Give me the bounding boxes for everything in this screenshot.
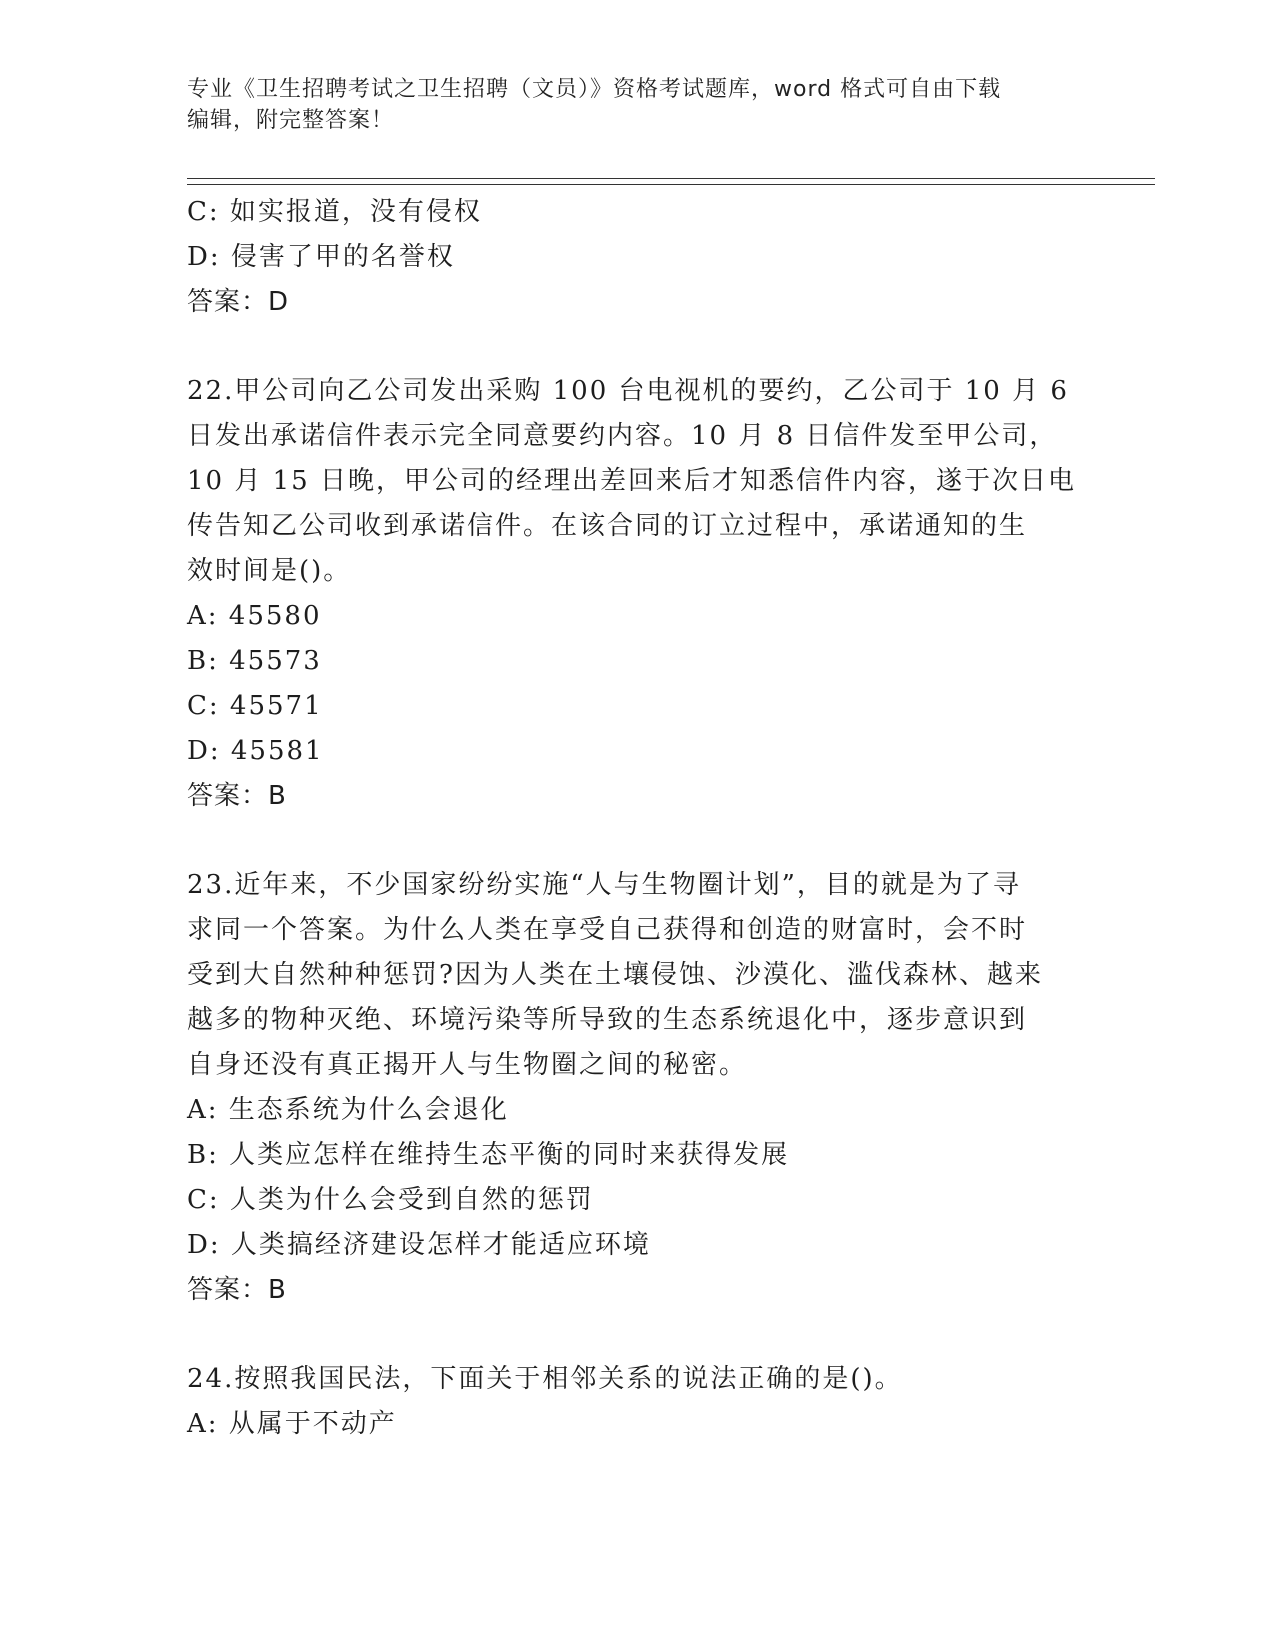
header-divider-top: [187, 178, 1155, 179]
question-24: [187, 1357, 1087, 1447]
header-line-1: 专业《卫生招聘考试之卫生招聘（文员）》资格考试题库，word 格式可自由下载: [187, 77, 1002, 102]
option-d: D: 人类搞经济建设怎样才能适应环境: [187, 1230, 651, 1260]
question-21: [187, 190, 1087, 325]
option-b: B: 45573: [187, 646, 322, 676]
header-divider-bottom: [187, 184, 1155, 185]
option-c: C: 45571: [187, 691, 323, 721]
question-23: [187, 863, 1087, 1313]
option-d: D: 侵害了甲的名誉权: [187, 242, 455, 272]
stem-line: 受到大自然种种惩罚?因为人类在土壤侵蚀、沙漠化、滥伐森林、越来: [187, 960, 1043, 990]
stem-line: 23.近年来，不少国家纷纷实施“人与生物圈计划”，目的就是为了寻: [187, 870, 1021, 900]
spacer: [187, 1313, 1087, 1357]
answer-line: 答案：D: [187, 287, 290, 317]
answer-line: 答案：B: [187, 781, 287, 811]
stem-line: 求同一个答案。为什么人类在享受自己获得和创造的财富时，会不时: [187, 915, 1028, 945]
answer-line: 答案：B: [187, 1275, 287, 1305]
spacer: [187, 325, 1087, 369]
question-stem: [187, 369, 1087, 594]
option-a: A: 生态系统为什么会退化: [187, 1095, 509, 1125]
stem-line: 传告知乙公司收到承诺信件。在该合同的订立过程中，承诺通知的生: [187, 511, 1028, 541]
header-line-2: 编辑，附完整答案！: [187, 108, 395, 133]
option-a: A: 从属于不动产: [187, 1409, 397, 1439]
stem-line: 越多的物种灭绝、环境污染等所导致的生态系统退化中，逐步意识到: [187, 1005, 1028, 1035]
stem-line: 24.按照我国民法，下面关于相邻关系的说法正确的是()。: [187, 1364, 903, 1394]
question-stem: [187, 863, 1087, 1088]
option-d: D: 45581: [187, 736, 324, 766]
question-stem: [187, 1357, 1087, 1402]
stem-line: 日发出承诺信件表示完全同意要约内容。10 月 8 日信件发至甲公司，: [187, 421, 1058, 451]
stem-line: 10 月 15 日晚，甲公司的经理出差回来后才知悉信件内容，遂于次日电: [187, 466, 1076, 496]
option-c: C: 如实报道，没有侵权: [187, 197, 482, 227]
stem-line: 自身还没有真正揭开人与生物圈之间的秘密。: [187, 1050, 748, 1080]
question-22: [187, 369, 1087, 819]
option-a: A: 45580: [187, 601, 322, 631]
question-list: [187, 190, 1087, 1447]
stem-line: 22.甲公司向乙公司发出采购 100 台电视机的要约，乙公司于 10 月 6: [187, 376, 1069, 406]
option-c: C: 人类为什么会受到自然的惩罚: [187, 1185, 594, 1215]
spacer: [187, 819, 1087, 863]
document-header: [187, 74, 1067, 136]
stem-line: 效时间是()。: [187, 556, 352, 586]
option-b: B: 人类应怎样在维持生态平衡的同时来获得发展: [187, 1140, 790, 1170]
